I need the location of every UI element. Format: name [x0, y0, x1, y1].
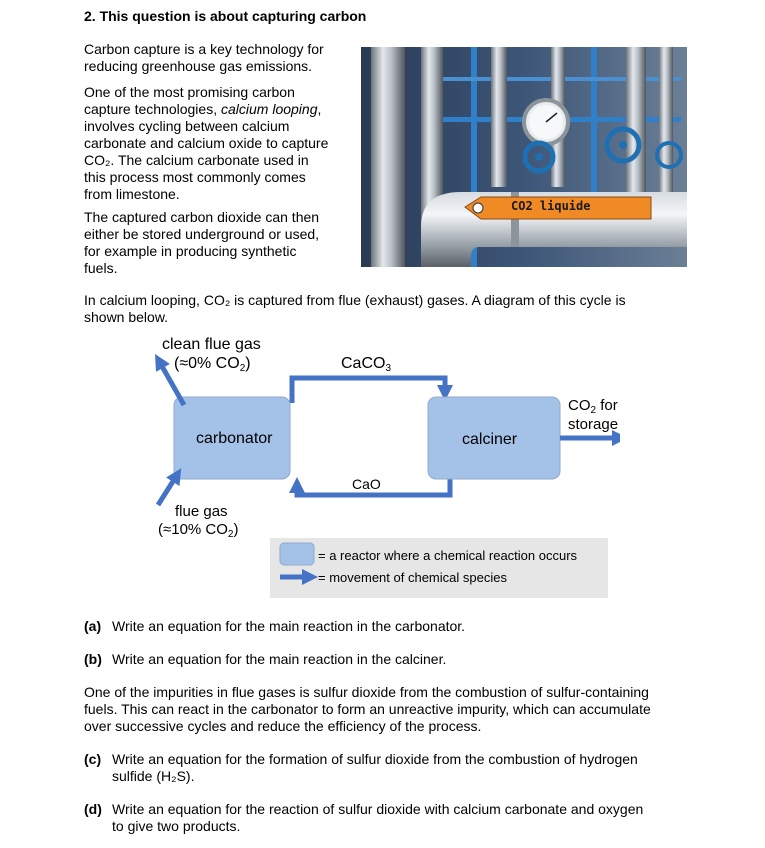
- pct-text: (≈10% CO: [158, 521, 228, 538]
- text-line: Write an equation for the formation of sulfur dioxide from the combustion of hydrogen: [112, 751, 638, 767]
- impurity-paragraph: [84, 684, 724, 735]
- text-line: from limestone.: [84, 186, 180, 202]
- subscript: 2: [590, 405, 597, 416]
- calciner-label: calciner: [462, 431, 518, 448]
- legend-reactor-swatch: [280, 543, 314, 565]
- text-line: Carbon capture is a key technology for: [84, 41, 324, 57]
- legend-movement-text: = movement of chemical species: [318, 570, 507, 585]
- question-text: [112, 751, 638, 785]
- text-line: carbonate and calcium oxide to capture: [84, 135, 329, 151]
- text-line: for example in producing synthetic: [84, 243, 297, 259]
- subscript: 2: [239, 363, 246, 374]
- text-line: fuels.: [84, 260, 118, 276]
- cao-label: CaO: [352, 476, 381, 492]
- co2-line: [568, 396, 618, 415]
- text-line: reducing greenhouse gas emissions.: [84, 58, 313, 74]
- paren: ): [245, 355, 251, 372]
- question-label: (a): [84, 618, 102, 634]
- flue-gas-pct: [158, 521, 238, 538]
- legend-reactor-text: = a reactor where a chemical reaction occurs: [318, 548, 578, 563]
- pipes-illustration: [361, 47, 687, 267]
- text-line: sulfide (H₂S).: [112, 768, 195, 784]
- text-line: fuels. This can react in the carbonator to form an unreactive impurity, which can accumulate: [84, 701, 651, 717]
- question-label: (c): [84, 751, 102, 767]
- question-text: Write an equation for the main reaction in the carbonator.: [112, 618, 466, 634]
- text-line: CO₂. The calcium carbonate used in: [84, 152, 309, 168]
- cycle-description: [84, 292, 684, 326]
- flue-gas-label: flue gas: [175, 503, 228, 520]
- text-line: In calcium looping, CO₂ is captured from flue (exhaust) gases. A diagram of this cycle is: [84, 292, 626, 308]
- question-c: [84, 751, 638, 785]
- caco3-label: [341, 355, 391, 373]
- paren: ): [233, 521, 239, 538]
- text-span: ,: [317, 101, 322, 117]
- question-heading: 2. This question is about capturing carbon: [84, 8, 367, 24]
- text-line: Write an equation for the reaction of sulfur dioxide with calcium carbonate and oxygen: [112, 801, 644, 817]
- question-text: [112, 801, 643, 835]
- pct-text: (≈0% CO: [174, 355, 240, 372]
- intro-paragraph-3: [84, 209, 354, 277]
- formula-text: CO: [568, 397, 591, 414]
- subscript: 3: [385, 363, 392, 374]
- question-b: [84, 651, 446, 668]
- question-a: [84, 618, 465, 635]
- text-line: this process most commonly comes: [84, 169, 306, 185]
- text-line: either be stored underground or used,: [84, 226, 320, 242]
- italic-term: calcium looping: [220, 101, 318, 117]
- text-line: over successive cycles and reduce the efficiency of the process.: [84, 718, 482, 734]
- clean-flue-gas-label: clean flue gas: [162, 336, 261, 353]
- co2-storage-label: [568, 396, 618, 434]
- question-text: Write an equation for the main reaction in the calciner.: [112, 651, 447, 667]
- question-label: (d): [84, 801, 102, 817]
- industrial-pipes-photo: [361, 47, 687, 267]
- pipe-label: CO2 liquide: [511, 199, 591, 213]
- text-line: shown below.: [84, 309, 169, 325]
- clean-flue-gas-pct: [174, 355, 251, 373]
- formula-text: CaCO: [341, 355, 386, 372]
- caco3-arrow: [292, 378, 445, 403]
- legend-box: [270, 538, 608, 598]
- question-label: (b): [84, 651, 102, 667]
- text-line: The captured carbon dioxide can then: [84, 209, 320, 225]
- question-d: [84, 801, 643, 835]
- text-span: capture technologies,: [84, 101, 221, 117]
- carbonator-label: carbonator: [196, 430, 273, 447]
- intro-paragraph-1: [84, 41, 354, 75]
- subscript: 2: [227, 529, 234, 540]
- text-line: [84, 101, 354, 118]
- text-line: One of the impurities in flue gases is sulfur dioxide from the combustion of sulfur-containing: [84, 684, 649, 700]
- text-line: to give two products.: [112, 818, 241, 834]
- text-line: One of the most promising carbon: [84, 84, 295, 100]
- calcium-looping-diagram: [140, 335, 620, 600]
- flue-gas-arrow: [158, 475, 177, 505]
- storage-line: storage: [568, 416, 619, 433]
- text-span: for: [596, 397, 618, 414]
- text-line: involves cycling between calcium: [84, 118, 290, 134]
- intro-paragraph-2: [84, 84, 354, 203]
